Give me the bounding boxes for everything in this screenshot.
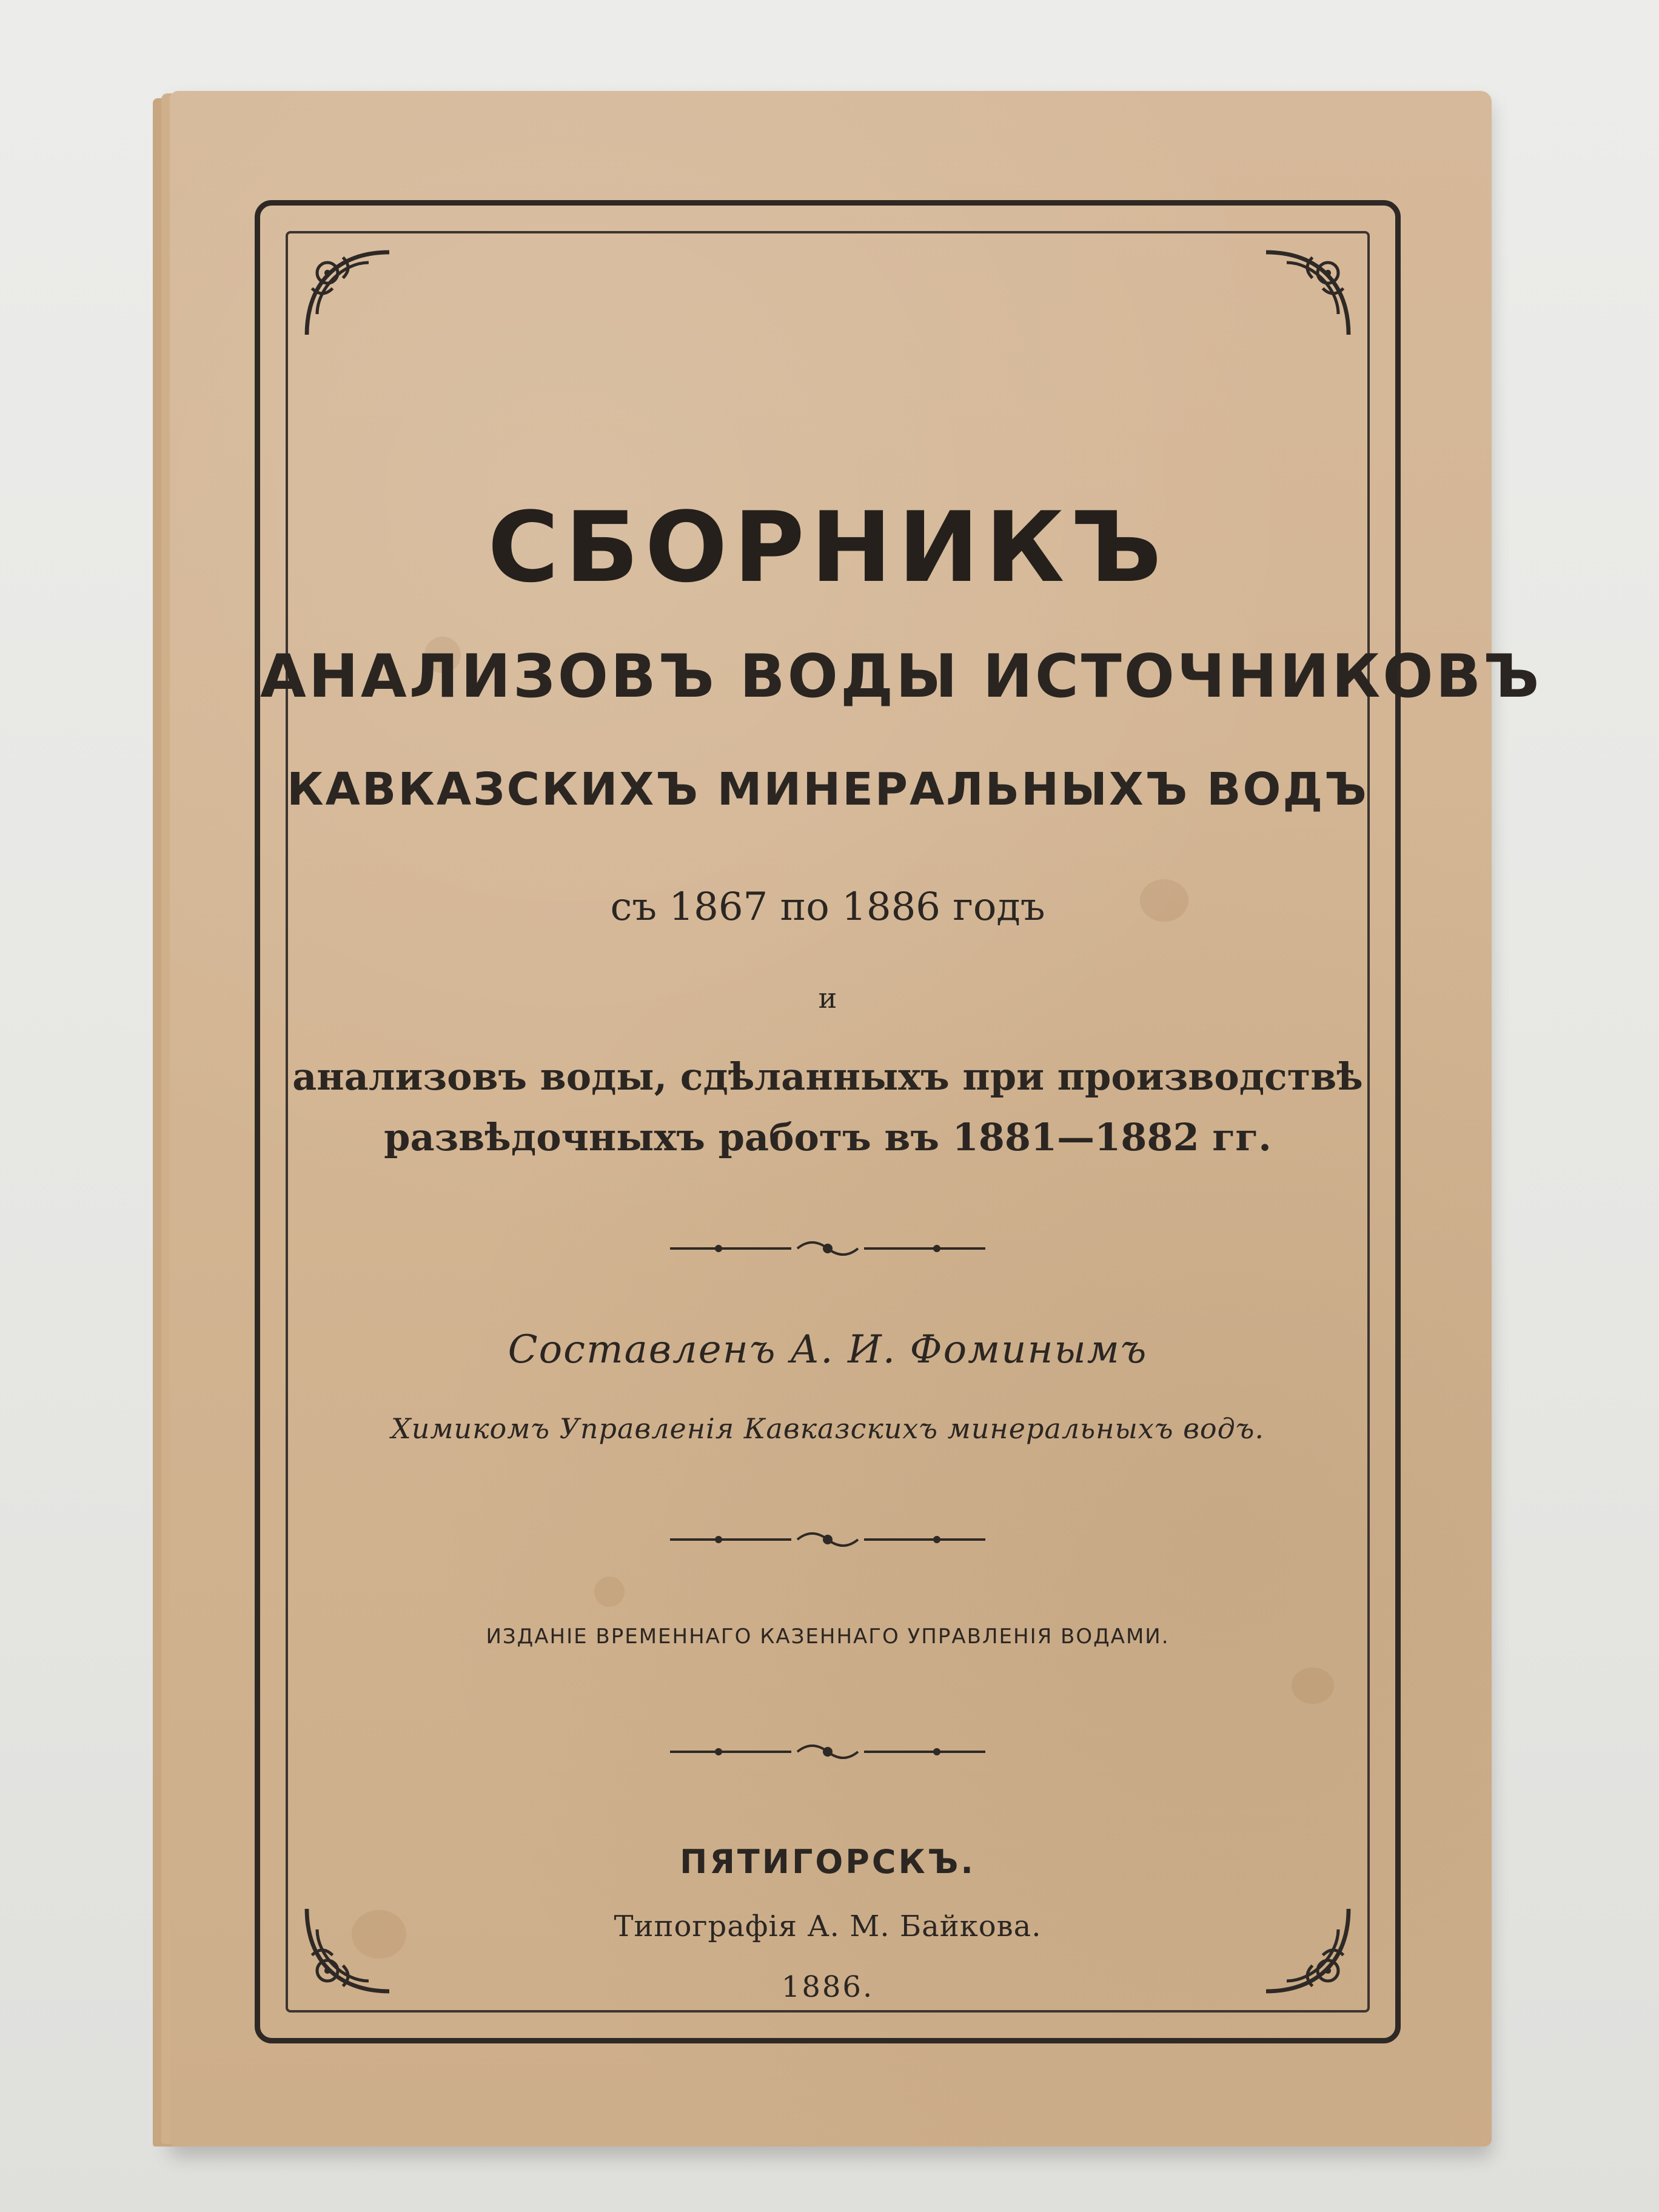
description-line-2: развѣдочныхъ работъ въ 1881—1882 гг. <box>384 1115 1272 1159</box>
publication-year: 1886. <box>781 1970 874 2004</box>
publication-city: ПЯТИГОРСКЪ. <box>680 1843 976 1881</box>
conjunction: и <box>818 982 837 1014</box>
author-title: Химикомъ Управленія Кавказскихъ минеральныхъ водъ. <box>390 1412 1265 1445</box>
book-title: СБОРНИКЪ <box>488 491 1168 604</box>
compiled-by: Составленъ А. И. Фоминымъ <box>508 1327 1148 1372</box>
years-line: съ 1867 по 1886 годъ <box>610 885 1045 930</box>
description-line-1: анализовъ воды, сдѣланныхъ при производствѣ <box>292 1054 1363 1099</box>
edition-line: ИЗДАНІЕ ВРЕМЕННАГО КАЗЕННАГО УПРАВЛЕНІЯ ВОДАМИ. <box>486 1624 1170 1649</box>
cover-text <box>260 206 1542 2038</box>
book-cover <box>170 91 1542 2147</box>
printer-line: Типографія А. М. Байкова. <box>614 1909 1042 1943</box>
divider-ornament-icon <box>670 1527 985 1552</box>
divider-ornament-icon <box>670 1740 985 1764</box>
subtitle-line-2: КАВКАЗСКИХЪ МИНЕРАЛЬНЫХЪ ВОДЪ <box>287 763 1369 816</box>
decorative-border <box>255 200 1542 2043</box>
subtitle-line-1: АНАЛИЗОВЪ ВОДЫ ИСТОЧНИКОВЪ <box>260 642 1542 711</box>
divider-ornament-icon <box>670 1236 985 1261</box>
